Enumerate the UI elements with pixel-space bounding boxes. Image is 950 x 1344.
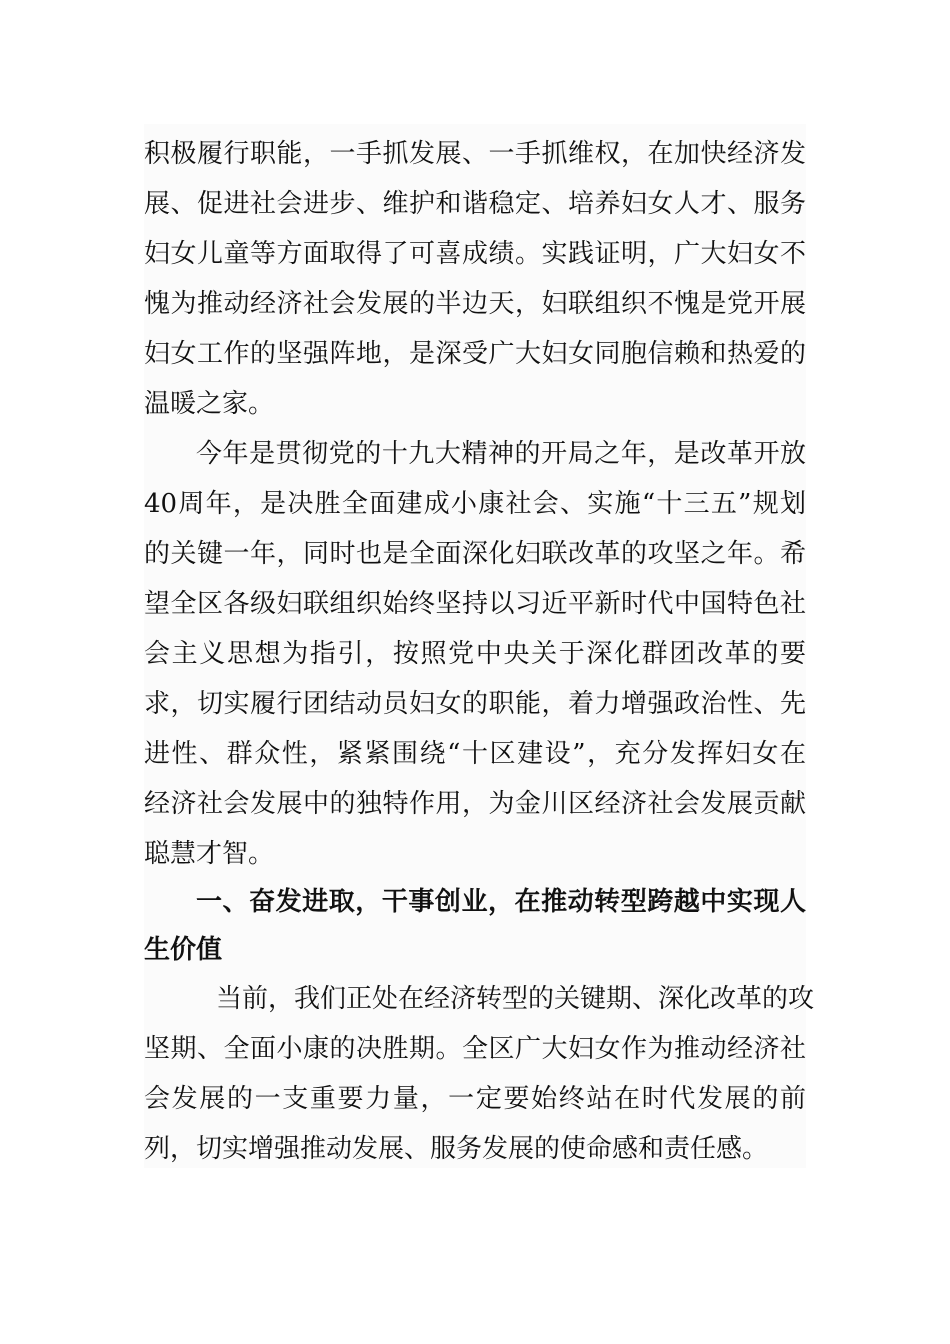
section-heading: 一、奋发进取，干事创业，在推动转型跨越中实现人 bbox=[196, 887, 806, 917]
paragraph-line: 经济社会发展中的独特作用，为金川区经济社会发展贡献 bbox=[144, 789, 806, 819]
document-body bbox=[144, 124, 815, 1168]
paragraph-line: 会主义思想为指引，按照党中央关于深化群团改革的要 bbox=[144, 639, 806, 669]
paragraph-line: 坚期、全面小康的决胜期。全区广大妇女作为推动经济社 bbox=[144, 1034, 806, 1064]
paragraph-line: 进性、群众性，紧紧围绕“十区建设”，充分发挥妇女在 bbox=[144, 739, 806, 769]
paragraph-line: 温暖之家。 bbox=[144, 389, 275, 419]
paragraph-line: 的关键一年，同时也是全面深化妇联改革的攻坚之年。希 bbox=[144, 539, 806, 569]
paragraph-line: 列，切实增强推动发展、服务发展的使命感和责任感。 bbox=[144, 1134, 769, 1164]
paragraph-line: 求，切实履行团结动员妇女的职能，着力增强政治性、先 bbox=[144, 689, 806, 719]
paragraph-line: 望全区各级妇联组织始终坚持以习近平新时代中国特色社 bbox=[144, 589, 806, 619]
paragraph-line: 妇女工作的坚强阵地，是深受广大妇女同胞信赖和热爱的 bbox=[144, 339, 806, 369]
section-heading: 生价值 bbox=[144, 935, 223, 965]
paragraph-line: 积极履行职能，一手抓发展、一手抓维权，在加快经济发 bbox=[144, 139, 806, 169]
paragraph-line: 当前，我们正处在经济转型的关键期、深化改革的攻 bbox=[216, 984, 815, 1014]
paragraph-line: 会发展的一支重要力量，一定要始终站在时代发展的前 bbox=[144, 1084, 806, 1114]
paragraph-line: 展、促进社会进步、维护和谐稳定、培养妇女人才、服务 bbox=[144, 189, 806, 219]
paragraph-line: 40周年，是决胜全面建成小康社会、实施“十三五”规划 bbox=[144, 489, 806, 519]
paragraph-line: 今年是贯彻党的十九大精神的开局之年，是改革开放 bbox=[196, 439, 806, 469]
paragraph-line: 聪慧才智。 bbox=[144, 839, 275, 869]
paragraph-line: 愧为推动经济社会发展的半边天，妇联组织不愧是党开展 bbox=[144, 289, 806, 319]
paragraph-line: 妇女儿童等方面取得了可喜成绩。实践证明，广大妇女不 bbox=[144, 239, 806, 269]
